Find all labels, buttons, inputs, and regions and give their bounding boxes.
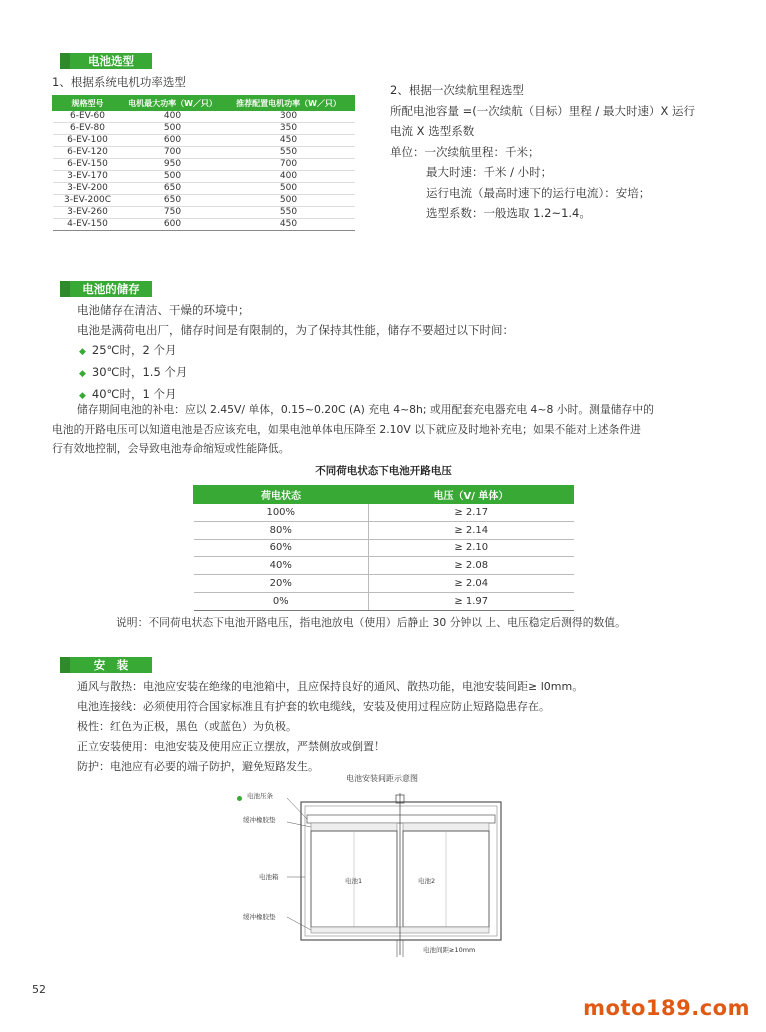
installation-paragraph-2: 电池连接线：必须使用符合国家标准且有护套的软电缆线，安装及使用过程应防止短路隐患存在。	[77, 700, 550, 713]
table-header: 规格型号	[53, 96, 123, 111]
storage-charging-line-2: 电池的开路电压可以知道电池是否应该充电，如果电池单体电压降至 2.10V 以下就应及时地补充电；如果不能对上述条件进	[52, 422, 641, 436]
table-header: 电机最大功率（W／只）	[123, 96, 223, 111]
installation-diagram	[225, 785, 525, 965]
table-cell: 6-EV-80	[53, 123, 123, 135]
table-row	[194, 592, 574, 610]
selection-method-2-title: 2、根据一次续航里程选型	[390, 83, 524, 97]
table-cell: 3-EV-200C	[53, 195, 123, 207]
top-pad-left	[311, 823, 397, 831]
section-header-battery-selection: 电池选型	[60, 53, 152, 69]
table-row	[53, 207, 355, 219]
table-row	[53, 195, 355, 207]
table-cell: 3-EV-170	[53, 171, 123, 183]
table-row	[53, 171, 355, 183]
table-cell: 750	[123, 207, 223, 219]
table-cell: 650	[123, 183, 223, 195]
table-row	[53, 147, 355, 159]
diagram-label-strip: 电池压条	[247, 792, 273, 800]
diagram-label-pad-bottom: 缓冲橡胶垫	[243, 913, 276, 921]
table-cell: 600	[123, 135, 223, 147]
list-item-text: 30℃时，1.5 个月	[91, 365, 188, 380]
table-cell: 950	[123, 159, 223, 171]
table-cell: ≥ 2.14	[369, 521, 574, 539]
list-item	[79, 362, 187, 384]
diamond-bullet-icon: ◆	[79, 347, 86, 357]
table-cell: 20%	[194, 575, 369, 593]
table-cell: 450	[223, 219, 355, 231]
page-number: 52	[32, 983, 46, 996]
table-cell: ≥ 2.04	[369, 575, 574, 593]
watermark-logo: moto189.com	[583, 996, 750, 1020]
table-cell: 6-EV-150	[53, 159, 123, 171]
unit-line-2: 最大时速：千米 / 小时；	[426, 165, 553, 179]
table-cell: 500	[223, 195, 355, 207]
unit-line-3: 运行电流（最高时速下的运行电流）：安培；	[426, 185, 651, 200]
table-cell: 400	[123, 111, 223, 123]
battery-strip	[307, 815, 495, 823]
list-item-text: 25℃时，2 个月	[91, 343, 177, 357]
installation-paragraph-5: 防护：电池应有必要的端子防护，避免短路发生。	[77, 760, 319, 773]
table-header: 荷电状态	[194, 486, 369, 504]
section-header-battery-storage: 电池的储存	[60, 281, 152, 297]
table-row	[53, 219, 355, 231]
table-row	[53, 135, 355, 147]
table-row	[53, 123, 355, 135]
storage-charging-line-1: 储存期间电池的补电：应以 2.45V/ 单体，0.15~0.20C (A) 充电 4~8h; 或用配套充电器充电 4~8 小时。测量储存中的	[77, 403, 654, 416]
table-cell: 6-EV-60	[53, 111, 123, 123]
leader-strip	[287, 798, 307, 819]
table-row	[194, 557, 574, 575]
diagram-label-pad-top: 缓冲橡胶垫	[243, 816, 276, 824]
leader-pad-bottom	[287, 917, 311, 930]
table-cell: 400	[223, 171, 355, 183]
table-cell: 650	[123, 195, 223, 207]
table-cell: 500	[123, 171, 223, 183]
installation-block	[77, 677, 583, 777]
table-cell: 550	[223, 207, 355, 219]
diagram-label-battery-2: 电池2	[418, 877, 436, 885]
table-row	[53, 111, 355, 123]
storage-charging-paragraph	[52, 400, 752, 459]
table-cell: 500	[223, 183, 355, 195]
motor-power-table	[52, 95, 355, 231]
table-cell: 3-EV-260	[53, 207, 123, 219]
table-cell: 40%	[194, 557, 369, 575]
list-item-text: 40℃时，1 个月	[91, 387, 177, 402]
installation-paragraph-3: 极性：红色为正极，黑色（或蓝色）为负极。	[77, 720, 297, 733]
storage-block	[77, 300, 514, 340]
diamond-bullet-icon: ◆	[79, 369, 86, 380]
table-cell: 4-EV-150	[53, 219, 123, 231]
formula-line-2: 电流 X 选型系数	[390, 124, 475, 138]
storage-charging-line-3: 行有效地控制，会导致电池寿命缩短或性能降低。	[52, 442, 290, 455]
installation-paragraph-4: 正立安装使用：电池安装及使用应正立摆放，严禁侧放或倒置！	[77, 740, 385, 753]
unit-line-1: 单位：一次续航里程：千米；	[390, 144, 540, 159]
table-cell: 350	[223, 123, 355, 135]
diagram-label-spacing: 电池间距≥10mm	[423, 946, 476, 954]
table-cell: 600	[123, 219, 223, 231]
table-row	[53, 159, 355, 171]
table-cell: 6-EV-100	[53, 135, 123, 147]
table-cell: 500	[123, 123, 223, 135]
section-header-installation: 安 装	[60, 657, 152, 673]
table-cell: 700	[223, 159, 355, 171]
table-cell: 60%	[194, 539, 369, 557]
table-cell: ≥ 1.97	[369, 592, 574, 610]
diamond-bullet-icon: ◆	[79, 391, 86, 402]
unit-line-4: 选型系数：一般选取 1.2~1.4。	[426, 206, 591, 220]
table-cell: 6-EV-120	[53, 147, 123, 159]
table-cell: 300	[223, 111, 355, 123]
installation-paragraph-1: 通风与散热：电池应安装在绝缘的电池箱中，且应保持良好的通风、散热功能，电池安装间距≥ l0mm。	[77, 680, 584, 693]
voltage-table-note: 说明：不同荷电状态下电池开路电压，指电池放电（使用）后静止 30 分钟以 上、电压稳定后测得的数值。	[116, 616, 626, 629]
storage-paragraph-2: 电池是满荷电出厂，储存时间是有限制的，为了保持其性能，储存不要超过以下时间：	[77, 323, 514, 338]
selection-method-1-title: 1、根据系统电机功率选型	[52, 75, 186, 89]
table-cell: 0%	[194, 592, 369, 610]
storage-bullets	[79, 340, 187, 407]
table-row	[53, 183, 355, 195]
open-circuit-voltage-table	[193, 485, 574, 611]
table-cell: 80%	[194, 521, 369, 539]
table-cell: 700	[123, 147, 223, 159]
table-cell: ≥ 2.10	[369, 539, 574, 557]
table-cell: 550	[223, 147, 355, 159]
table-cell: ≥ 2.17	[369, 504, 574, 522]
table-row	[194, 504, 574, 522]
table-row	[194, 521, 574, 539]
diagram-label-battery-1: 电池1	[345, 877, 363, 885]
table-row	[194, 575, 574, 593]
top-pad-right	[403, 823, 489, 831]
selection-method-2-block	[390, 80, 695, 224]
list-item	[79, 340, 187, 362]
table-cell: 3-EV-200	[53, 183, 123, 195]
diagram-title: 电池安装间距示意图	[346, 774, 418, 783]
voltage-table-title: 不同荷电状态下电池开路电压	[315, 465, 452, 477]
green-dot-icon	[237, 796, 242, 801]
table-cell: 450	[223, 135, 355, 147]
diagram-label-box: 电池箱	[259, 873, 279, 881]
formula-line-1: 所配电池容量 =(一次续航（目标）里程 / 最大时速）X 运行	[390, 103, 695, 118]
table-header: 电压（V/ 单体）	[369, 486, 574, 504]
storage-paragraph-1: 电池储存在清洁、干燥的环境中；	[77, 303, 250, 317]
table-cell: ≥ 2.08	[369, 557, 574, 575]
table-header: 推荐配置电机功率（W／只）	[223, 96, 355, 111]
table-cell: 100%	[194, 504, 369, 522]
table-row	[194, 539, 574, 557]
